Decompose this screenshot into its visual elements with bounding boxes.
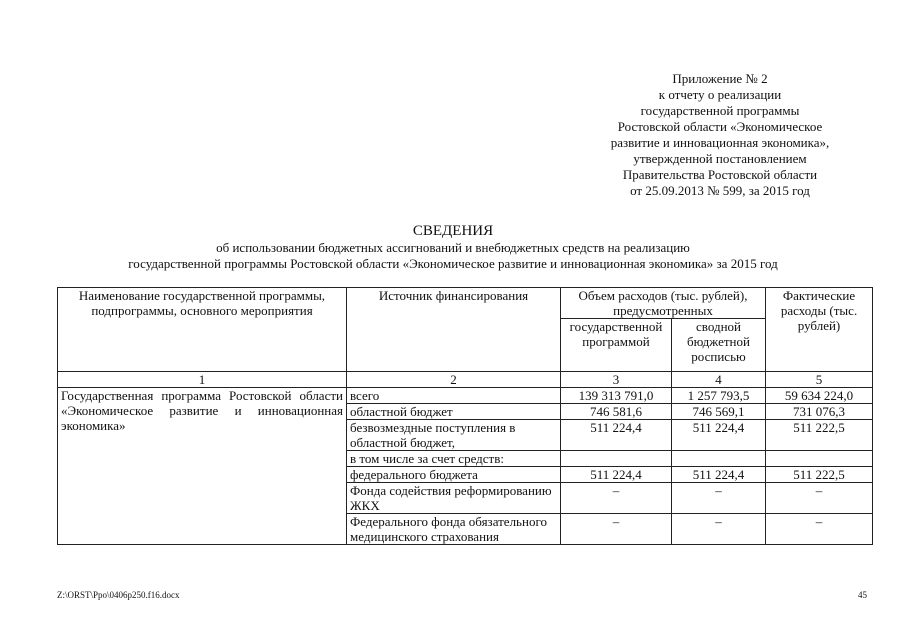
title-main: СВЕДЕНИЯ xyxy=(412,223,494,239)
actual-value: 59 634 224,0 xyxy=(766,388,873,404)
page-number: 45 xyxy=(858,590,867,600)
program-name: Государственная программа Ростовской области «Экономическое развитие и инновационная экономика» xyxy=(61,388,343,433)
budget-value: 746 569,1 xyxy=(672,404,766,420)
program-value: – xyxy=(561,483,672,514)
column-number: 4 xyxy=(672,372,766,388)
appendix-line: государственной программы xyxy=(640,103,800,118)
source-cell: безвозмездные поступления в областной бюджет, xyxy=(347,420,561,451)
actual-value: 731 076,3 xyxy=(766,404,873,420)
budget-table xyxy=(57,287,873,545)
budget-value: 511 224,4 xyxy=(672,467,766,483)
program-value: 746 581,6 xyxy=(561,404,672,420)
title-subtitle-line-1: об использовании бюджетных ассигнований и внебюджетных средств на реализацию xyxy=(216,240,690,255)
actual-value xyxy=(766,451,873,467)
program-value: 511 224,4 xyxy=(561,420,672,451)
program-value: – xyxy=(561,514,672,545)
actual-value: – xyxy=(766,483,873,514)
header-volume: Объем расходов (тыс. рублей), предусмотренных xyxy=(561,288,766,319)
appendix-line: Приложение № 2 xyxy=(672,71,768,86)
header-name: Наименование государственной программы, подпрограммы, основного мероприятия xyxy=(58,288,347,372)
appendix-line: к отчету о реализации xyxy=(658,87,782,102)
header-volume-program: государственной программой xyxy=(561,319,672,372)
actual-value: 511 222,5 xyxy=(766,420,873,451)
header-volume-budget: сводной бюджетной росписью xyxy=(672,319,766,372)
footer-file-path: Z:\ORST\Ppo\0406p250.f16.docx xyxy=(57,590,180,600)
program-value: 139 313 791,0 xyxy=(561,388,672,404)
document-title xyxy=(40,222,866,272)
column-number: 3 xyxy=(561,372,672,388)
appendix-block xyxy=(560,71,880,199)
source-cell: федерального бюджета xyxy=(347,467,561,483)
budget-value xyxy=(672,451,766,467)
actual-value: 511 222,5 xyxy=(766,467,873,483)
actual-value: – xyxy=(766,514,873,545)
source-cell: всего xyxy=(347,388,561,404)
title-subtitle-line-2: государственной программы Ростовской области «Экономическое развитие и инновационная экономика» за 2015 год xyxy=(128,256,778,271)
column-number: 5 xyxy=(766,372,873,388)
program-value: 511 224,4 xyxy=(561,467,672,483)
budget-value: 511 224,4 xyxy=(672,420,766,451)
budget-value: – xyxy=(672,483,766,514)
budget-value: 1 257 793,5 xyxy=(672,388,766,404)
source-cell: Фонда содействия реформированию ЖКХ xyxy=(347,483,561,514)
source-cell: областной бюджет xyxy=(347,404,561,420)
source-cell: Федерального фонда обязательного медицинского страхования xyxy=(347,514,561,545)
column-number: 1 xyxy=(58,372,347,388)
budget-value: – xyxy=(672,514,766,545)
source-cell: в том числе за счет средств: xyxy=(347,451,561,467)
header-source: Источник финансирования xyxy=(347,288,561,372)
appendix-line: развитие и инновационная экономика», xyxy=(610,135,830,150)
appendix-line: Ростовской области «Экономическое xyxy=(617,119,823,134)
column-number: 2 xyxy=(347,372,561,388)
appendix-line: утвержденной постановлением xyxy=(633,151,807,166)
program-name-cell xyxy=(58,388,347,545)
header-actual: Фактические расходы (тыс. рублей) xyxy=(766,288,873,372)
program-value xyxy=(561,451,672,467)
appendix-line: от 25.09.2013 № 599, за 2015 год xyxy=(630,183,810,198)
appendix-line: Правительства Ростовской области xyxy=(622,167,818,182)
